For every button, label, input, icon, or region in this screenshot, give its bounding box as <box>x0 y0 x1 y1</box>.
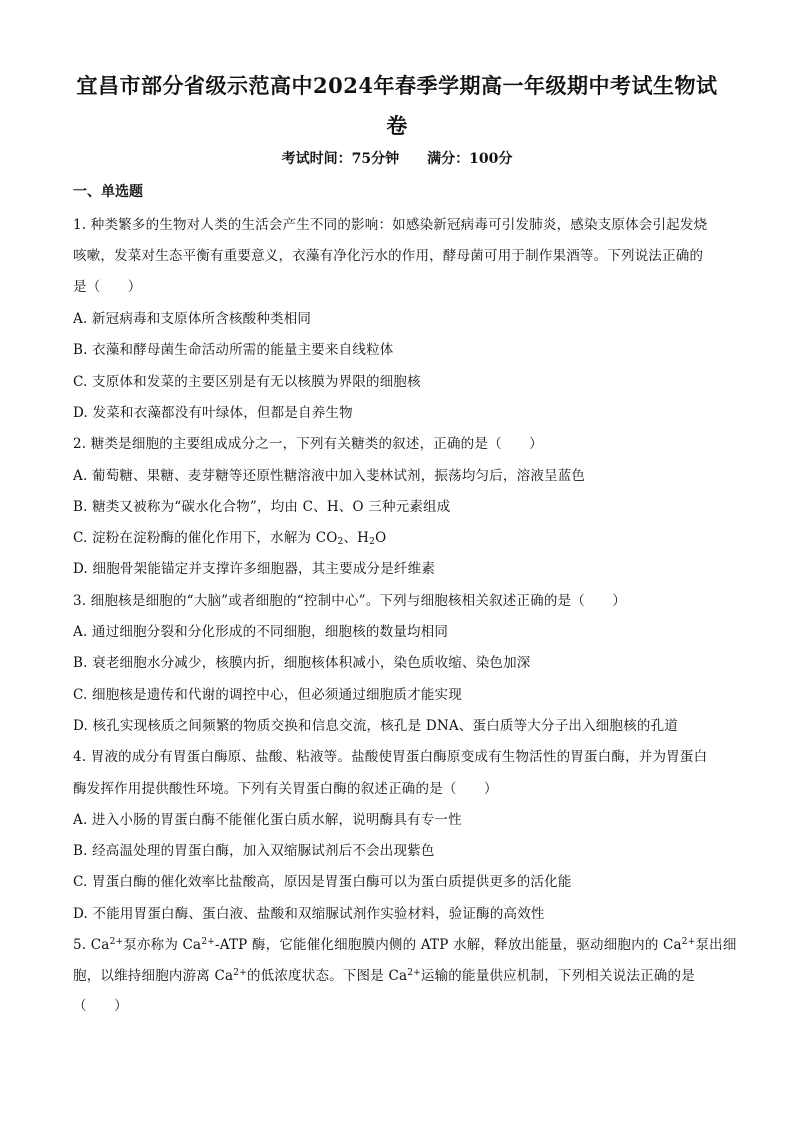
q4-option-a: A. 进入小肠的胃蛋白酶不能催化蛋白质水解，说明酶具有专一性 <box>73 812 462 828</box>
exam-info <box>0 148 794 168</box>
q5-line2-text-1: 胞，以维持细胞内游离 Ca <box>73 968 234 984</box>
q2-option-b: B. 糖类又被称为“碳水化合物”，均由 C、H、O 三种元素组成 <box>73 499 451 515</box>
ca-charge-superscript: 2+ <box>407 968 421 978</box>
q2-option-c <box>73 526 386 547</box>
q4-option-c: C. 胃蛋白酶的催化效率比盐酸高，原因是胃蛋白酶可以为蛋白质提供更多的活化能 <box>73 874 572 890</box>
q3-option-c: C. 细胞核是遗传和代谢的调控中心，但必须通过细胞质才能实现 <box>73 687 462 703</box>
q1-option-c: C. 支原体和发菜的主要区别是有无以核膜为界限的细胞核 <box>73 374 421 390</box>
h2o-subscript: 2 <box>369 537 376 547</box>
q2-option-d: D. 细胞骨架能锚定并支撑许多细胞器，其主要成分是纤维素 <box>73 561 436 577</box>
q5-line1-text-2: 泵亦称为 Ca <box>123 937 202 953</box>
q3-option-b: B. 衰老细胞水分减少，核膜内折，细胞核体积减小，染色质收缩、染色加深 <box>73 655 531 671</box>
q1-option-a: A. 新冠病毒和支原体所含核酸种类相同 <box>73 311 312 327</box>
q1-stem-line-1: 1. 种类繁多的生物对人类的生活会产生不同的影响：如感染新冠病毒可引发肺炎，感染支原体会引起发烧 <box>73 217 708 233</box>
ca-charge-superscript: 2+ <box>681 937 696 947</box>
q5-stem-line-1 <box>73 933 737 953</box>
co2-subscript: 2 <box>337 537 344 547</box>
q2-option-c-text-end: O <box>375 530 387 546</box>
q1-option-d: D. 发菜和衣藻都没有叶绿体，但都是自养生物 <box>73 405 353 421</box>
q1-stem-line-2: 咳嗽，发菜对生态平衡有重要意义，衣藻有净化污水的作用，酵母菌可用于制作果酒等。下列说法正确的 <box>73 248 704 264</box>
q5-line1-text-4: 泵出细 <box>695 937 737 953</box>
q1-stem-line-3: 是（ ） <box>73 279 142 295</box>
q5-line1-text-3: -ATP 酶，它能催化细胞膜内侧的 ATP 水解，释放出能量，驱动细胞内的 Ca <box>214 937 682 953</box>
q4-stem-line-1: 4. 胃液的成分有胃蛋白酶原、盐酸、粘液等。盐酸使胃蛋白酶原变成有生物活性的胃蛋白酶，并为胃蛋白 <box>73 749 708 765</box>
q2-option-c-text: C. 淀粉在淀粉酶的催化作用下，水解为 CO <box>73 530 338 546</box>
q4-option-b: B. 经高温处理的胃蛋白酶，加入双缩脲试剂后不会出现紫色 <box>73 843 435 859</box>
q2-option-a: A. 葡萄糖、果糖、麦芽糖等还原性糖溶液中加入斐林试剂，振荡均匀后，溶液呈蓝色 <box>73 468 586 484</box>
ca-charge-superscript: 2+ <box>201 937 215 947</box>
ca-charge-superscript: 2+ <box>109 937 124 947</box>
ca-charge-superscript: 2+ <box>233 968 247 978</box>
q3-stem: 3. 细胞核是细胞的“大脑”或者细胞的“控制中心”。下列与细胞核相关叙述正确的是（ ） <box>73 593 627 609</box>
q3-option-d: D. 核孔实现核质之间频繁的物质交换和信息交流，核孔是 DNA、蛋白质等大分子出入细胞核的孔道 <box>73 718 679 734</box>
q5-stem-line-2 <box>73 964 695 984</box>
q3-option-a: A. 通过细胞分裂和分化形成的不同细胞，细胞核的数量均相同 <box>73 624 449 640</box>
q5-line2-text-3: 运输的能量供应机制，下列相关说法正确的是 <box>420 968 695 984</box>
exam-time: 考试时间：75分钟 <box>281 151 400 167</box>
q4-stem-line-2: 酶发挥作用提供酸性环境。下列有关胃蛋白酶的叙述正确的是（ ） <box>73 781 498 797</box>
section-heading: 一、单选题 <box>73 184 143 200</box>
q5-line2-text-2: 的低浓度状态。下图是 Ca <box>246 968 408 984</box>
full-score: 满分：100分 <box>427 151 513 167</box>
q2-stem: 2. 糖类是细胞的主要组成成分之一，下列有关糖类的叙述，正确的是（ ） <box>73 436 543 452</box>
q2-option-c-text-mid: 、H <box>343 530 370 546</box>
q1-option-b: B. 衣藻和酵母菌生命活动所需的能量主要来自线粒体 <box>73 342 394 358</box>
q5-line1-text-1: 5. Ca <box>73 937 110 953</box>
exam-title-line-2: 卷 <box>386 113 408 138</box>
q4-option-d: D. 不能用胃蛋白酶、蛋白液、盐酸和双缩脲试剂作实验材料，验证酶的高效性 <box>73 906 545 922</box>
exam-title-line-1: 宜昌市部分省级示范高中2024年春季学期高一年级期中考试生物试 <box>76 73 718 98</box>
q5-stem-line-3: （ ） <box>73 998 128 1014</box>
